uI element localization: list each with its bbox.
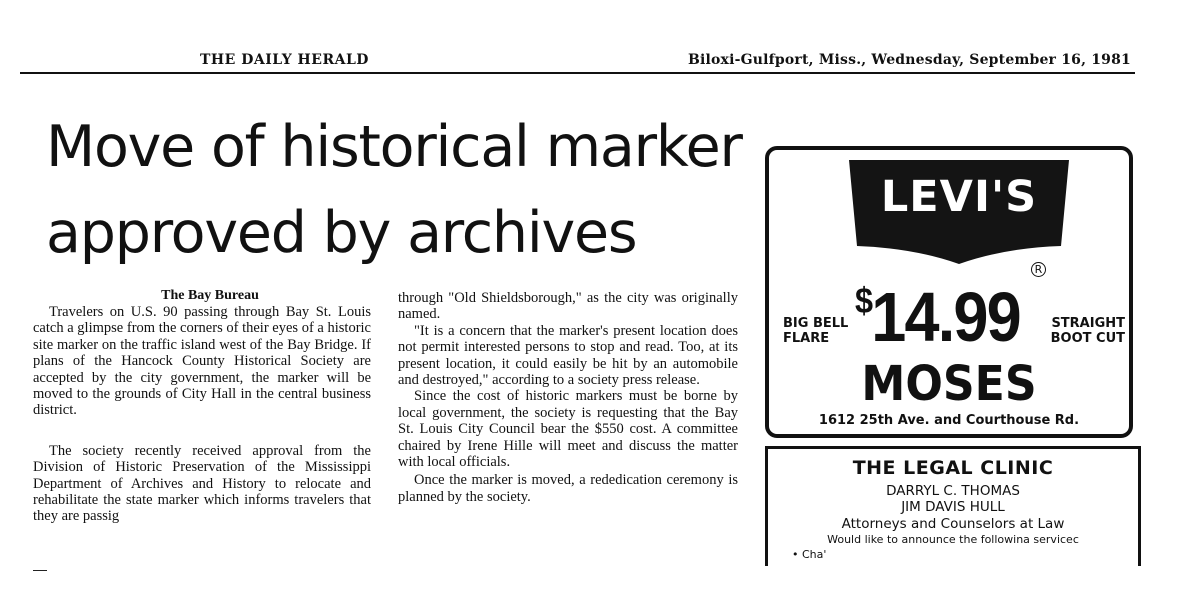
style-left [783,316,848,346]
legal-partial-line: • Cha' [792,548,827,561]
style-right-line-1: STRAIGHT [1051,316,1125,331]
style-right [1051,316,1125,346]
paragraph: The society recently received approval from the Division of Historic Preservation of the Mississippi Department of Archives and History to relocate and rehabilitate the state marker which informs travelers that they are passig [33,442,371,525]
price [855,277,1020,357]
masthead [20,50,1135,74]
headline-line-2: approved by archives [46,200,637,266]
newspaper-name: THE DAILY HERALD [200,52,369,68]
registered-mark: R [1031,262,1046,277]
column-end-rule [33,570,47,571]
style-left-line-1: BIG BELL [783,316,849,331]
style-left-line-2: FLARE [783,331,830,346]
paragraph: through "Old Shieldsborough," as the city was originally named. [398,290,738,323]
article-headline [46,104,746,276]
paragraph: Once the marker is moved, a rededication ceremony is planned by the society. [398,472,738,505]
legal-intro: Would like to announce the followina servicec [827,533,1079,546]
levis-advertisement [765,146,1133,438]
legal-tagline: Attorneys and Counselors at Law [841,516,1065,532]
attorney-name-2: JIM DAVIS HULL [901,499,1005,515]
legal-clinic-advertisement [765,446,1141,566]
paragraph: Since the cost of historic markers must be borne by local government, the society is requesting that the Bay St. Louis City Council bear the $550 cost. A committee chaired by Irene Hille will meet and discuss the matter with local officials. [398,388,738,471]
store-name: MOSES [861,356,1037,412]
byline: The Bay Bureau [161,288,259,303]
store-address: 1612 25th Ave. and Courthouse Rd. [818,413,1080,428]
style-right-line-2: BOOT CUT [1050,331,1125,346]
article-column-2 [398,290,738,505]
legal-clinic-title: THE LEGAL CLINIC [852,457,1054,479]
attorney-name-1: DARRYL C. THOMAS [886,483,1020,499]
headline-line-1: Move of historical marker [46,114,742,180]
levis-brand: LEVI'S [880,172,1038,222]
article-column-1 [33,288,371,525]
price-value: 14.99 [871,278,1020,356]
paragraph: "It is a concern that the marker's present location does not permit interested persons to stop and read. Too, at its present location, it could easily be hit by an automobile and destroyed," according to a society press release. [398,322,738,389]
dateline: Biloxi-Gulfport, Miss., Wednesday, September 16, 1981 [687,52,1131,68]
price-dollar-sign: $ [855,280,872,321]
paragraph: Travelers on U.S. 90 passing through Bay St. Louis catch a glimpse from the corners of their eyes of a historic site marker on the traffic island west of the Bay Bridge. If plans of the Hancock County Historical Society are accepted by the city government, the marker will be moved to the grounds of City Hall in the central business district. [33,304,371,419]
